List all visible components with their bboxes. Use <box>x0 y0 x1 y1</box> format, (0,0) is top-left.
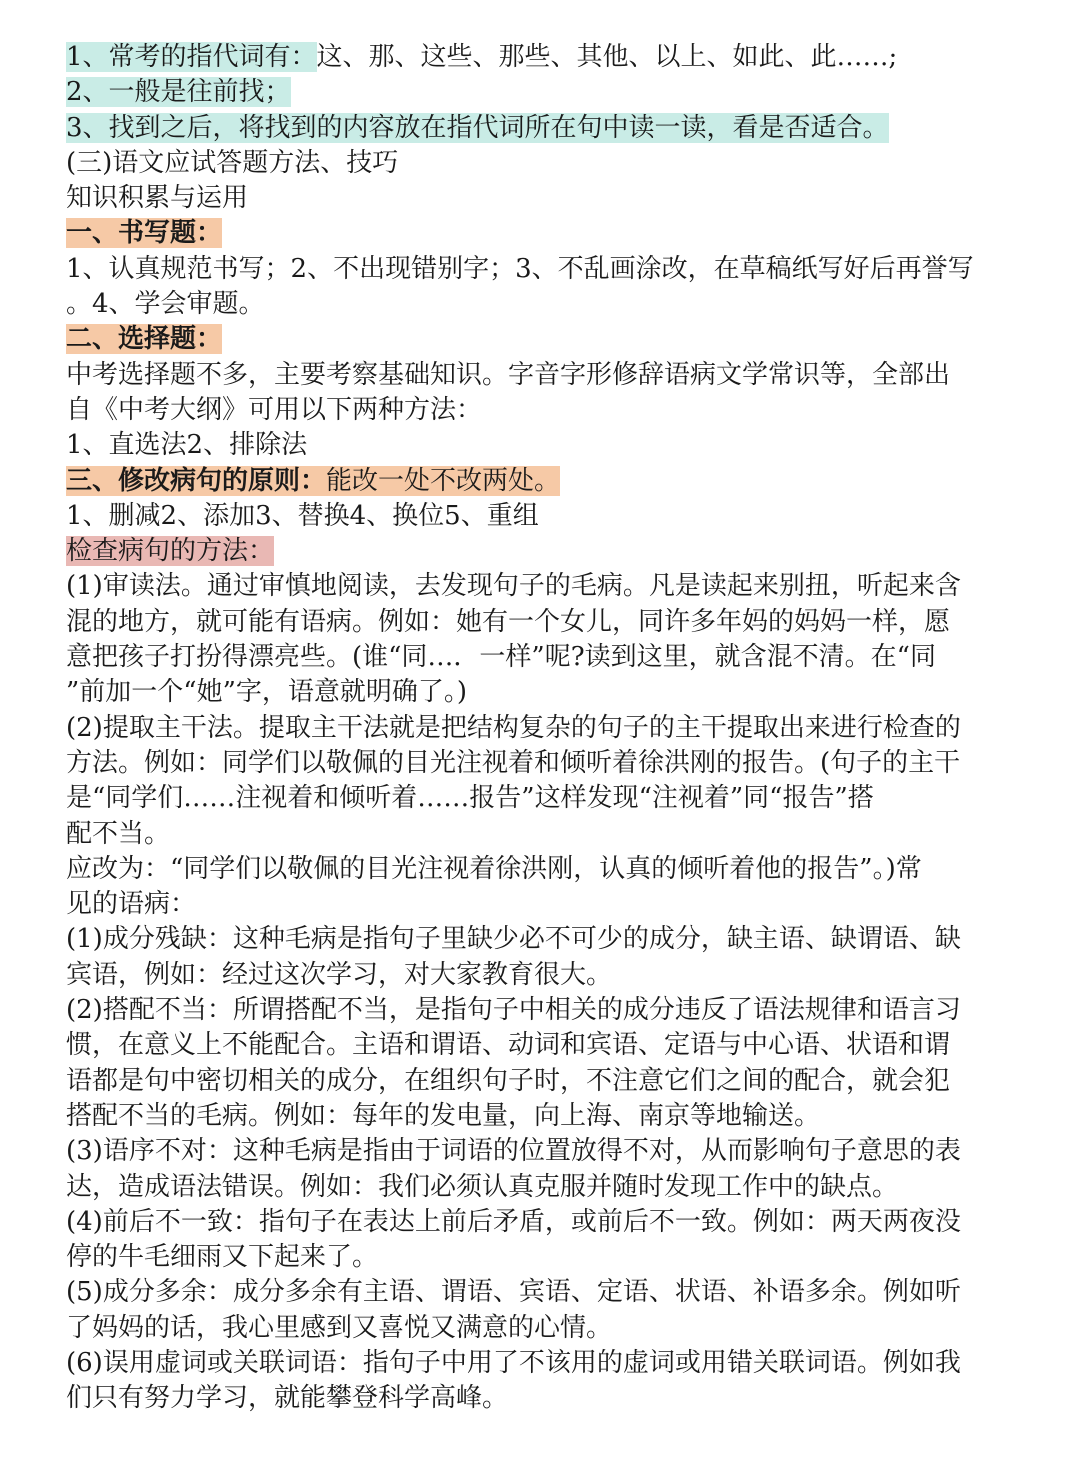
check-line: 搭配不当的毛病。例如：每年的发电量，向上海、南京等地输送。 <box>66 1100 821 1131</box>
writing-line: 。4、学会审题。 <box>66 289 265 320</box>
revise-heading-line <box>66 464 1016 499</box>
check-line: (3)语序不对：这种毛病是指由于词语的位置放得不对，从而影响句子意思的表 <box>66 1136 961 1167</box>
choice-line: 1、直选法2、排除法 <box>66 430 308 461</box>
pointer-item-3-text: 3、找到之后，将找到的内容放在指代词所在句中读一读，看是否适合。 <box>66 112 889 143</box>
check-line: (1)成分残缺：这种毛病是指句子里缺少必不可少的成分，缺主语、缺谓语、缺 <box>66 924 961 955</box>
check-line: 配不当。 <box>66 818 171 849</box>
pointer-item-2-text: 2、一般是往前找； <box>66 77 291 108</box>
pointer-item-1 <box>66 40 1016 75</box>
revise-heading-highlight <box>66 466 560 496</box>
check-line: 了妈妈的话，我心里感到又喜悦又满意的心情。 <box>66 1312 613 1343</box>
writing-heading: 一、书写题： <box>66 218 223 249</box>
check-line: 应改为：“同学们以敬佩的目光注视着徐洪刚，认真的倾听着他的报告”。)常 <box>66 853 922 884</box>
check-heading: 检查病句的方法： <box>66 536 275 567</box>
check-line: 见的语病： <box>66 889 197 920</box>
check-line: ”前加一个“她”字，语意就明确了。) <box>66 677 468 708</box>
revise-heading: 三、修改病句的原则： <box>66 465 327 496</box>
pointer-item-1-label: 1、常考的指代词有： <box>66 42 317 72</box>
revise-methods: 1、删减2、添加3、替换4、换位5、重组 <box>66 500 539 531</box>
check-line: 停的牛毛细雨又下起来了。 <box>66 1242 379 1273</box>
pointer-item-2 <box>66 75 1016 110</box>
check-heading-line <box>66 534 1016 569</box>
check-line: (4)前后不一致：指句子在表达上前后矛盾，或前后不一致。例如：两天两夜没 <box>66 1206 961 1237</box>
check-line: (2)提取主干法。提取主干法就是把结构复杂的句子的主干提取出来进行检查的 <box>66 712 961 743</box>
section-title: (三)语文应试答题方法、技巧 <box>66 147 399 178</box>
choice-line: 自《中考大纲》可用以下两种方法： <box>66 394 483 425</box>
writing-heading-line <box>66 216 1016 251</box>
subtitle: 知识积累与运用 <box>66 183 249 214</box>
check-line: (1)审读法。通过审慎地阅读，去发现句子的毛病。凡是读起来别扭，听起来含 <box>66 571 961 602</box>
check-line: 是“同学们……注视着和倾听着……报告”这样发现“注视着”同“报告”搭 <box>66 783 874 814</box>
choice-heading: 二、选择题： <box>66 324 223 355</box>
check-line: (2)搭配不当：所谓搭配不当，是指句子中相关的成分违反了语法规律和语言习 <box>66 995 961 1026</box>
check-line: 达，造成语法错误。例如：我们必须认真克服并随时发现工作中的缺点。 <box>66 1171 899 1202</box>
check-line: 方法。例如：同学们以敬佩的目光注视着和倾听着徐洪刚的报告。(句子的主干 <box>66 747 961 778</box>
revise-heading-text: 能改一处不改两处。 <box>326 465 561 496</box>
choice-heading-line <box>66 322 1016 357</box>
check-line: (5)成分多余：成分多余有主语、谓语、宾语、定语、状语、补语多余。例如听 <box>66 1277 961 1308</box>
choice-line: 中考选择题不多，主要考察基础知识。字音字形修辞语病文学常识等，全部出 <box>66 359 951 390</box>
pointer-item-3 <box>66 111 1016 146</box>
check-line: (6)误用虚词或关联词语：指句子中用了不该用的虚词或用错关联词语。例如我 <box>66 1347 961 1378</box>
check-line: 惯，在意义上不能配合。主语和谓语、动词和宾语、定语与中心语、状语和谓 <box>66 1030 951 1061</box>
check-line: 混的地方，就可能有语病。例如：她有一个女儿，同许多年妈的妈妈一样，愿 <box>66 606 951 637</box>
check-line: 宾语，例如：经过这次学习，对大家教育很大。 <box>66 959 613 990</box>
check-line: 们只有努力学习，就能攀登科学高峰。 <box>66 1383 509 1414</box>
pointer-item-1-text: 这、那、这些、那些、其他、以上、如此、此……; <box>316 42 898 72</box>
writing-line: 1、认真规范书写；2、不出现错别字；3、不乱画涂改，在草稿纸写好后再誉写 <box>66 253 974 284</box>
check-line: 语都是句中密切相关的成分，在组织句子时，不注意它们之间的配合，就会犯 <box>66 1065 951 1096</box>
check-line: 意把孩子打扮得漂亮些。(谁“同…．一样”呢?读到这里，就含混不清。在“同 <box>66 642 936 673</box>
